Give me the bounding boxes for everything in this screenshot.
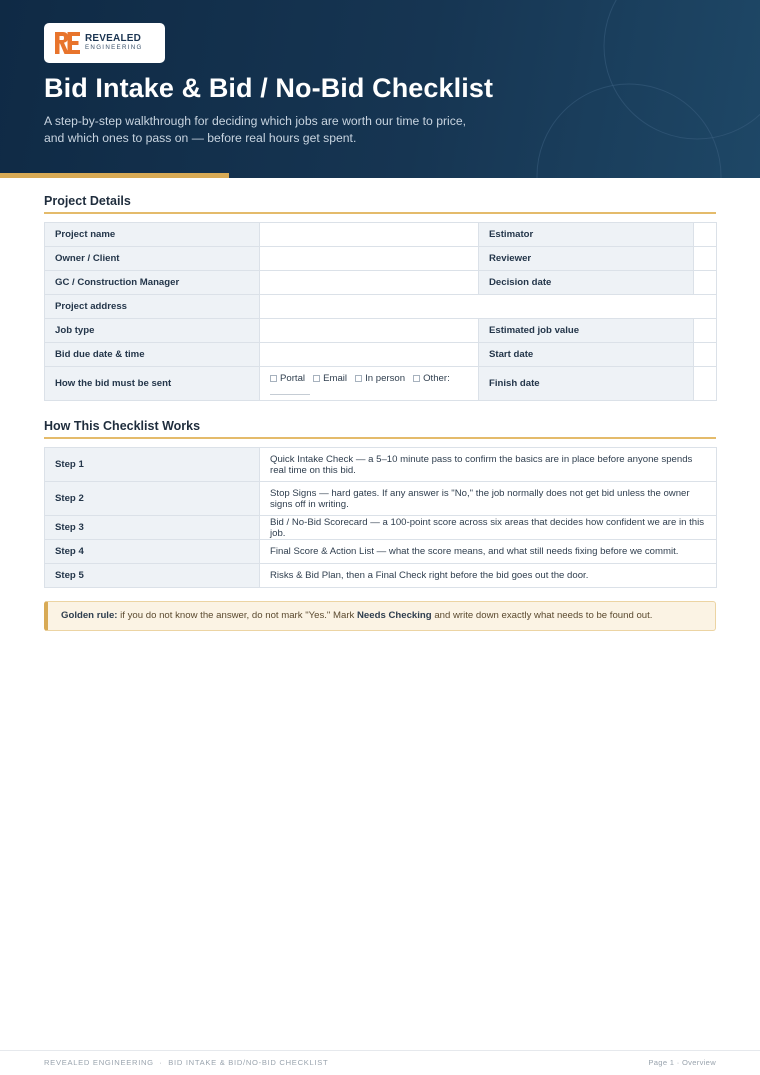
step-description: Stop Signs — hard gates. If any answer is "No," the job normally does not get bid unless the owner signs off in writing.: [260, 482, 717, 516]
table-row: [45, 540, 717, 564]
footer-divider: [0, 1050, 760, 1051]
field-label: Job type: [45, 319, 260, 343]
table-row: [45, 367, 717, 401]
step-label: Step 2: [45, 482, 260, 516]
table-row: [45, 271, 717, 295]
reviewer-field[interactable]: [694, 247, 717, 271]
job-type-field[interactable]: [260, 319, 479, 343]
logo-subtitle: ENGINEERING: [85, 44, 143, 52]
table-row: [45, 223, 717, 247]
step-label: Step 4: [45, 540, 260, 564]
section-divider: [44, 212, 716, 214]
send-method-options: [260, 367, 479, 401]
golden-rule-callout: [44, 601, 716, 631]
checkbox-icon: [355, 375, 362, 382]
finish-date-field[interactable]: [694, 367, 717, 401]
field-label: Estimated job value: [479, 319, 694, 343]
table-row: [45, 564, 717, 588]
step-description: Final Score & Action List — what the score means, and what still needs fixing before we commit.: [260, 540, 717, 564]
option-email[interactable]: Email: [313, 373, 347, 384]
checkbox-icon: [313, 375, 320, 382]
footer-page-number: Page 1 · Overview: [648, 1058, 716, 1067]
option-portal[interactable]: Portal: [270, 373, 305, 384]
field-label: Project name: [45, 223, 260, 247]
how-it-works-heading: How This Checklist Works: [44, 419, 201, 433]
job-value-field[interactable]: [694, 319, 717, 343]
steps-table: [44, 447, 717, 588]
table-row: [45, 516, 717, 540]
field-label: How the bid must be sent: [45, 367, 260, 401]
golden-rule-label: Golden rule:: [61, 610, 118, 621]
header-banner: [0, 0, 760, 178]
step-label: Step 3: [45, 516, 260, 540]
gc-field[interactable]: [260, 271, 479, 295]
footer-document-name: REVEALED ENGINEERING · BID INTAKE & BID/NO-BID CHECKLIST: [44, 1058, 329, 1067]
page-subtitle: A step-by-step walkthrough for deciding which jobs are worth our time to price, and which ones to pass on — before real hours get spent.: [44, 114, 467, 145]
field-label: Owner / Client: [45, 247, 260, 271]
table-row: [45, 319, 717, 343]
field-label: GC / Construction Manager: [45, 271, 260, 295]
field-label: Project address: [45, 295, 260, 319]
logo-wordmark: REVEALED: [85, 33, 142, 45]
checkbox-icon: [413, 375, 420, 382]
estimator-field[interactable]: [694, 223, 717, 247]
owner-client-field[interactable]: [260, 247, 479, 271]
step-description: Quick Intake Check — a 5–10 minute pass to confirm the basics are in place before anyone spends real time on this bid.: [260, 448, 717, 482]
golden-rule-emphasis: Needs Checking: [357, 610, 432, 621]
field-label: Start date: [479, 343, 694, 367]
field-label: Decision date: [479, 271, 694, 295]
project-details-heading: Project Details: [44, 194, 131, 208]
project-details-table: [44, 222, 717, 401]
option-in-person[interactable]: In person: [355, 373, 405, 384]
start-date-field[interactable]: [694, 343, 717, 367]
step-description: Risks & Bid Plan, then a Final Check right before the bid goes out the door.: [260, 564, 717, 588]
field-label: Reviewer: [479, 247, 694, 271]
table-row: [45, 247, 717, 271]
step-description: Bid / No-Bid Scorecard — a 100-point score across six areas that decides how confident we are in this job.: [260, 516, 717, 540]
project-name-field[interactable]: [260, 223, 479, 247]
company-logo: [44, 23, 165, 63]
table-row: [45, 295, 717, 319]
golden-rule-text: if you do not know the answer, do not mark "Yes." Mark: [117, 610, 357, 621]
project-address-field[interactable]: [260, 295, 717, 319]
step-label: Step 1: [45, 448, 260, 482]
step-label: Step 5: [45, 564, 260, 588]
re-logo-icon: [52, 28, 82, 58]
golden-rule-text-end: and write down exactly what needs to be found out.: [431, 610, 653, 621]
table-row: [45, 448, 717, 482]
checkbox-icon: [270, 375, 277, 382]
field-label: Bid due date & time: [45, 343, 260, 367]
table-row: [45, 482, 717, 516]
field-label: Finish date: [479, 367, 694, 401]
accent-bar: [0, 173, 229, 178]
field-label: Estimator: [479, 223, 694, 247]
page-title: Bid Intake & Bid / No-Bid Checklist: [44, 73, 494, 103]
bid-due-field[interactable]: [260, 343, 479, 367]
option-other[interactable]: Other:: [413, 373, 450, 384]
section-divider: [44, 437, 716, 439]
other-blank-line[interactable]: [270, 394, 310, 395]
table-row: [45, 343, 717, 367]
decision-date-field[interactable]: [694, 271, 717, 295]
